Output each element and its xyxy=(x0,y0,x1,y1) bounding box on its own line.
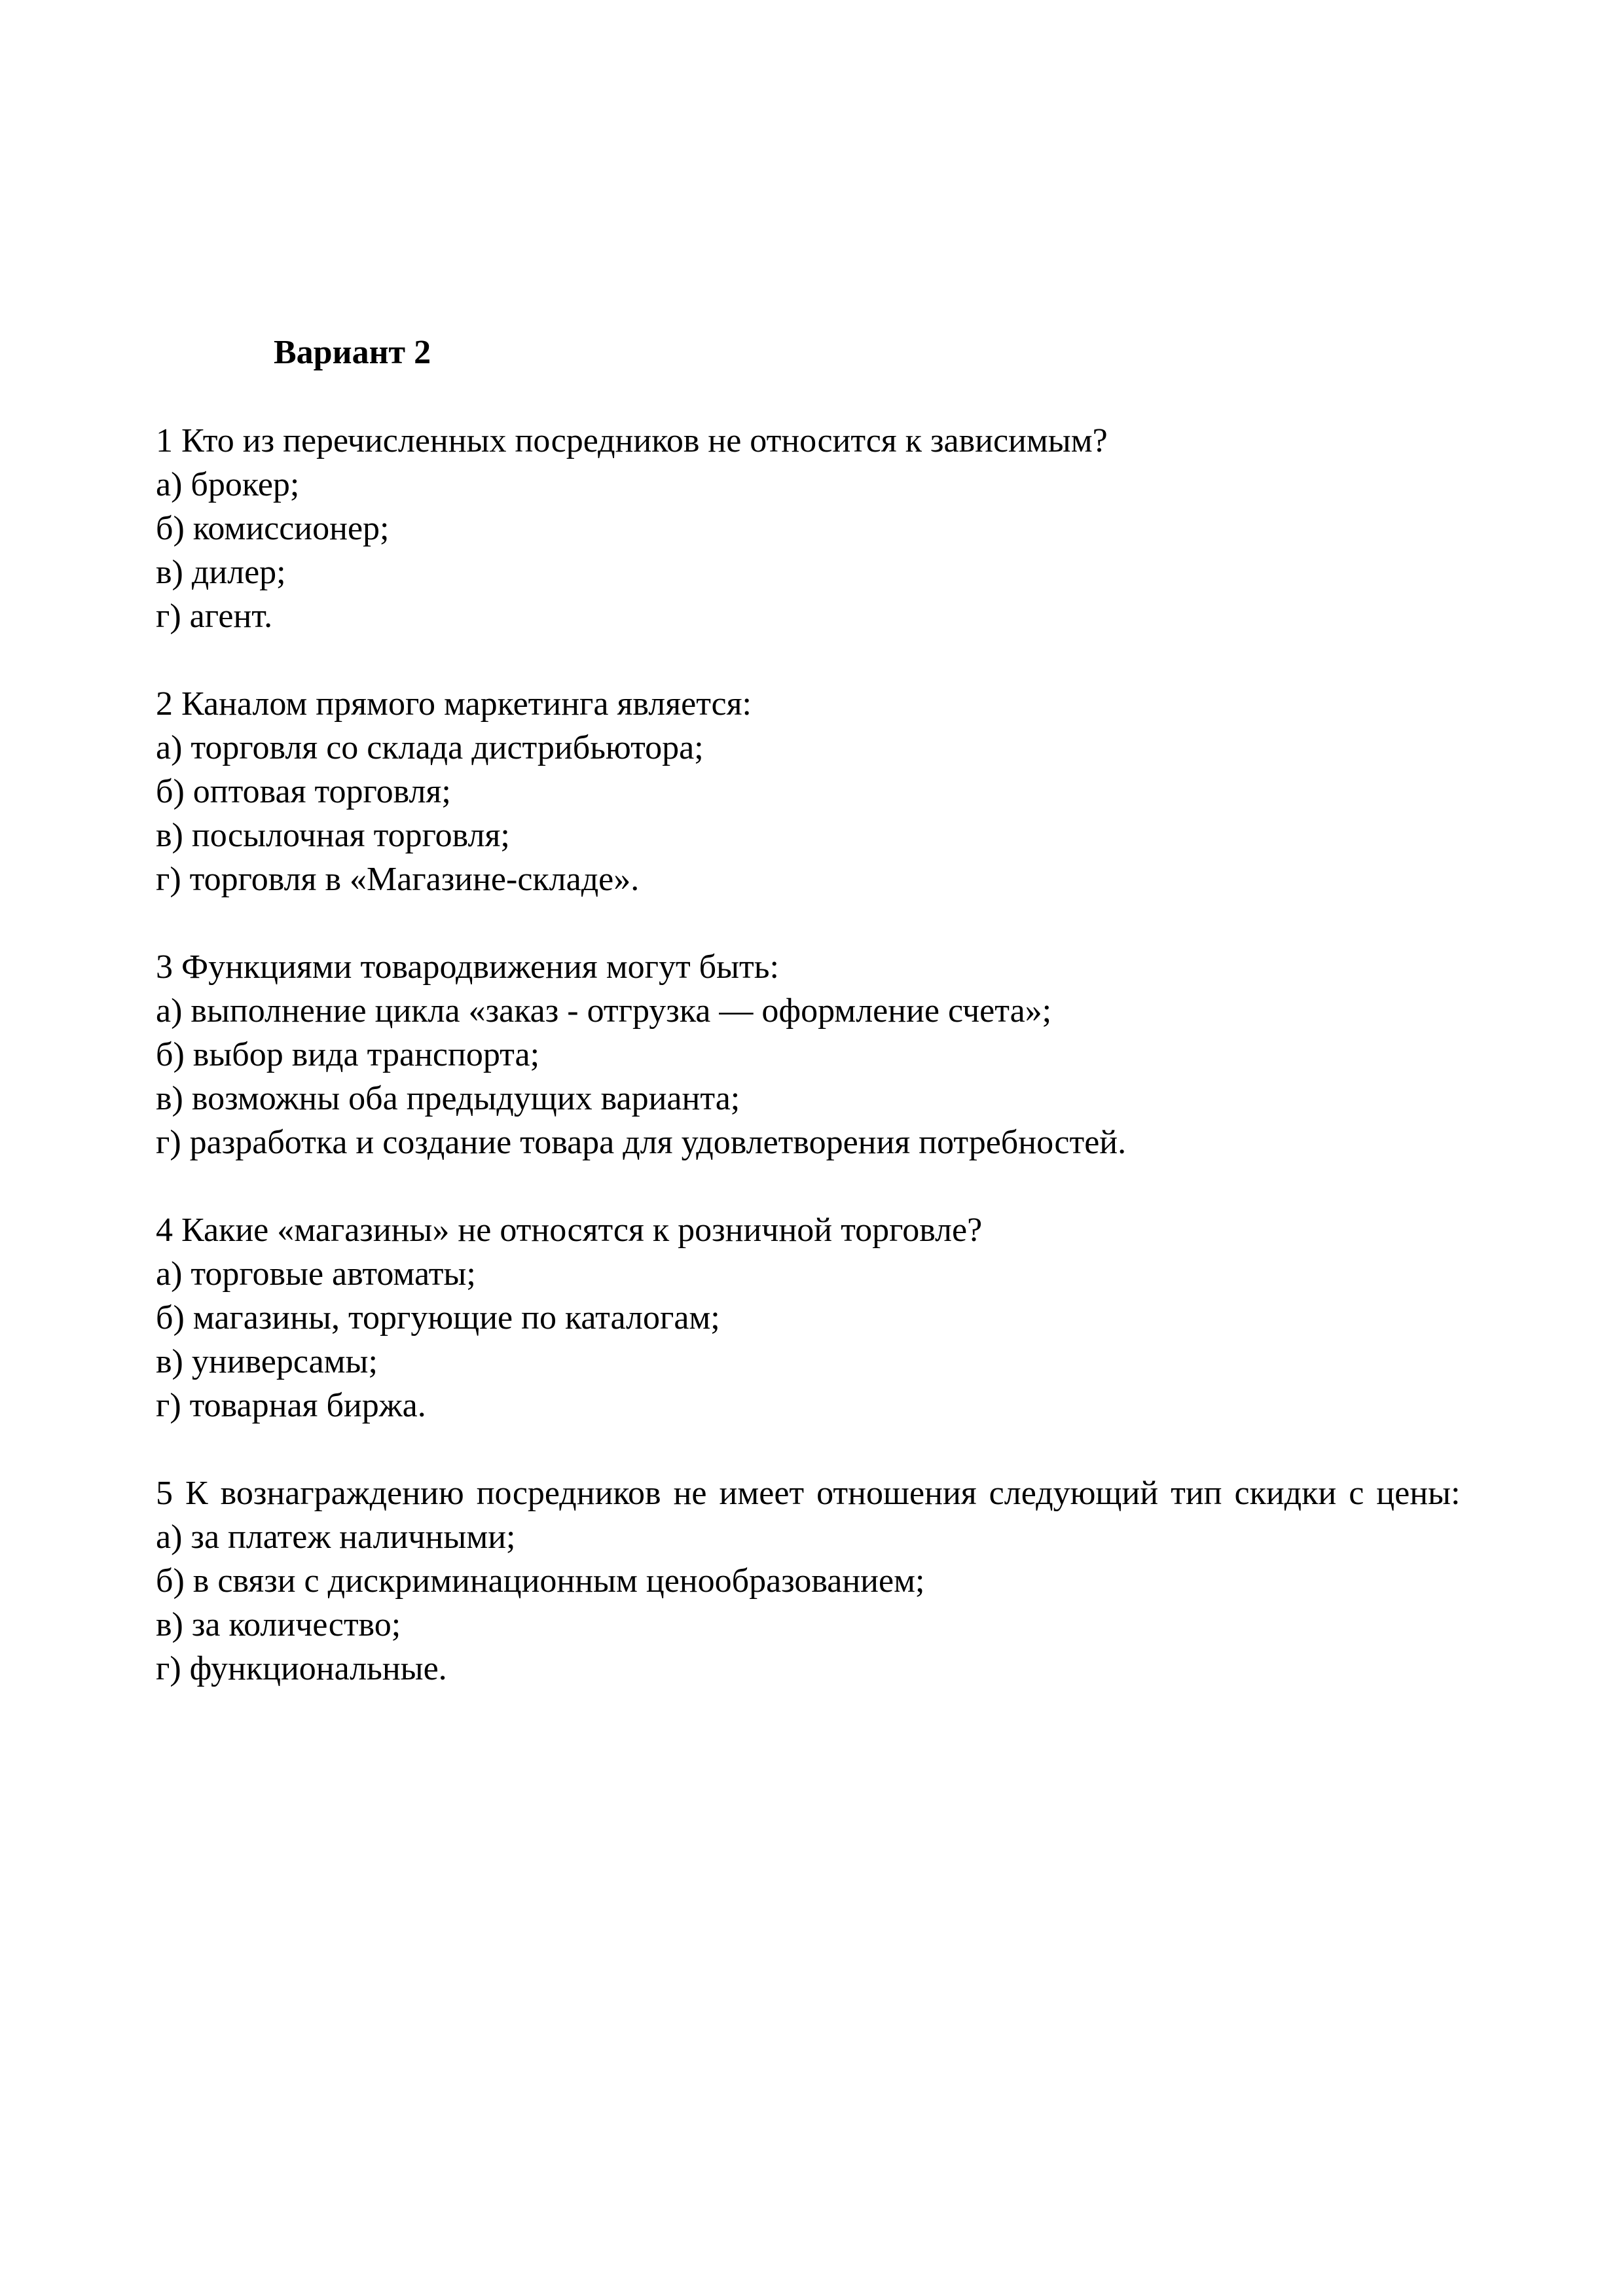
answer-option-g: г) агент. xyxy=(156,598,273,635)
answer-option-v: в) за количество; xyxy=(156,1606,401,1643)
question-4 xyxy=(156,1208,1472,1427)
answer-option-g: г) разработка и создание товара для удовлетворения потребностей. xyxy=(156,1124,1127,1161)
question-text: 3 Функциями товародвижения могут быть: xyxy=(156,948,779,986)
answer-option-g: г) товарная биржа. xyxy=(156,1387,426,1424)
answer-option-v: в) посылочная торговля; xyxy=(156,817,510,854)
answer-option-v: в) дилер; xyxy=(156,554,286,591)
question-3 xyxy=(156,945,1472,1164)
question-5 xyxy=(156,1471,1472,1691)
answer-option-a: а) торговые автоматы; xyxy=(156,1255,476,1293)
answer-option-v: в) универсамы; xyxy=(156,1343,378,1380)
answer-option-a: а) за платеж наличными; xyxy=(156,1518,516,1556)
answer-option-b: б) комиссионер; xyxy=(156,510,390,547)
question-text: 2 Каналом прямого маркетинга является: xyxy=(156,685,752,723)
variant-title: Вариант 2 xyxy=(274,334,431,371)
answer-option-v: в) возможны оба предыдущих варианта; xyxy=(156,1080,740,1117)
question-text: 4 Какие «магазины» не относятся к розничной торговле? xyxy=(156,1211,983,1249)
answer-option-g: г) функциональные. xyxy=(156,1650,447,1687)
answer-option-b: б) в связи с дискриминационным ценообразованием; xyxy=(156,1562,925,1600)
question-text: 5 К вознаграждению посредников не имеет отношения следующий тип скидки с цены: xyxy=(156,1475,1461,1512)
question-1 xyxy=(156,419,1472,638)
answer-option-b: б) магазины, торгующие по каталогам; xyxy=(156,1299,720,1336)
answer-option-b: б) выбор вида транспорта; xyxy=(156,1036,540,1073)
questions-list xyxy=(156,419,1472,1734)
answer-option-g: г) торговля в «Магазине-складе». xyxy=(156,861,640,898)
question-2 xyxy=(156,682,1472,901)
answer-option-a: а) выполнение цикла «заказ - отгрузка — оформление счета»; xyxy=(156,992,1052,1030)
answer-option-b: б) оптовая торговля; xyxy=(156,773,451,810)
answer-option-a: а) брокер; xyxy=(156,466,300,503)
answer-option-a: а) торговля со склада дистрибьютора; xyxy=(156,729,704,766)
question-text: 1 Кто из перечисленных посредников не относится к зависимым? xyxy=(156,422,1108,459)
